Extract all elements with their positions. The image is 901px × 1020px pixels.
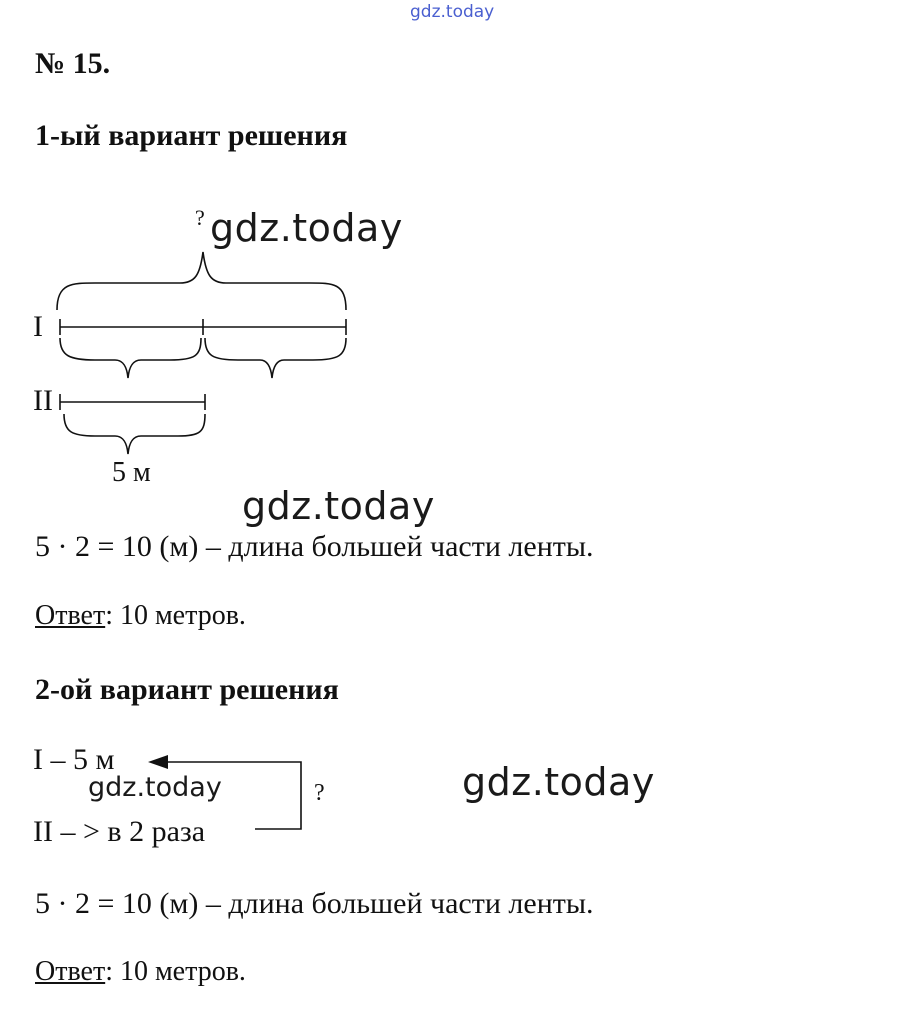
watermark-mid: gdz.today <box>242 484 435 528</box>
watermark-big: gdz.today <box>462 760 655 804</box>
top-brace <box>57 252 346 310</box>
label-II: II <box>33 384 53 417</box>
question-mark-2: ? <box>314 780 325 806</box>
answer-text-1: : 10 метров. <box>105 600 246 631</box>
answer-label-2: Ответ <box>35 956 106 987</box>
watermark-small: gdz.today <box>88 772 222 803</box>
question-mark-top: ? <box>195 205 205 230</box>
variant1-heading: 1-ый вариант решения <box>35 119 348 152</box>
brace-I-left <box>60 338 201 378</box>
row-I: I – 5 м <box>33 743 115 776</box>
answer-2 <box>35 956 246 988</box>
equation-2: 5 · 2 = 10 (м) – длина большей части ленты. <box>35 887 594 920</box>
brace-II <box>64 414 205 454</box>
label-I: I <box>33 310 43 343</box>
equation-1: 5 · 2 = 10 (м) – длина большей части ленты. <box>35 530 594 563</box>
arrow-head <box>148 755 168 769</box>
answer-text-2: : 10 метров. <box>105 956 246 987</box>
answer-label-1: Ответ <box>35 600 106 631</box>
unit-label: 5 м <box>112 457 151 488</box>
row-II: II – > в 2 раза <box>33 815 206 848</box>
variant2-heading: 2-ой вариант решения <box>35 673 339 706</box>
answer-1 <box>35 600 246 632</box>
task-number: № 15. <box>35 47 111 80</box>
watermark-top: gdz.today <box>410 2 495 22</box>
brace-I-right <box>205 338 346 378</box>
diagram-watermark: gdz.today <box>210 206 403 250</box>
